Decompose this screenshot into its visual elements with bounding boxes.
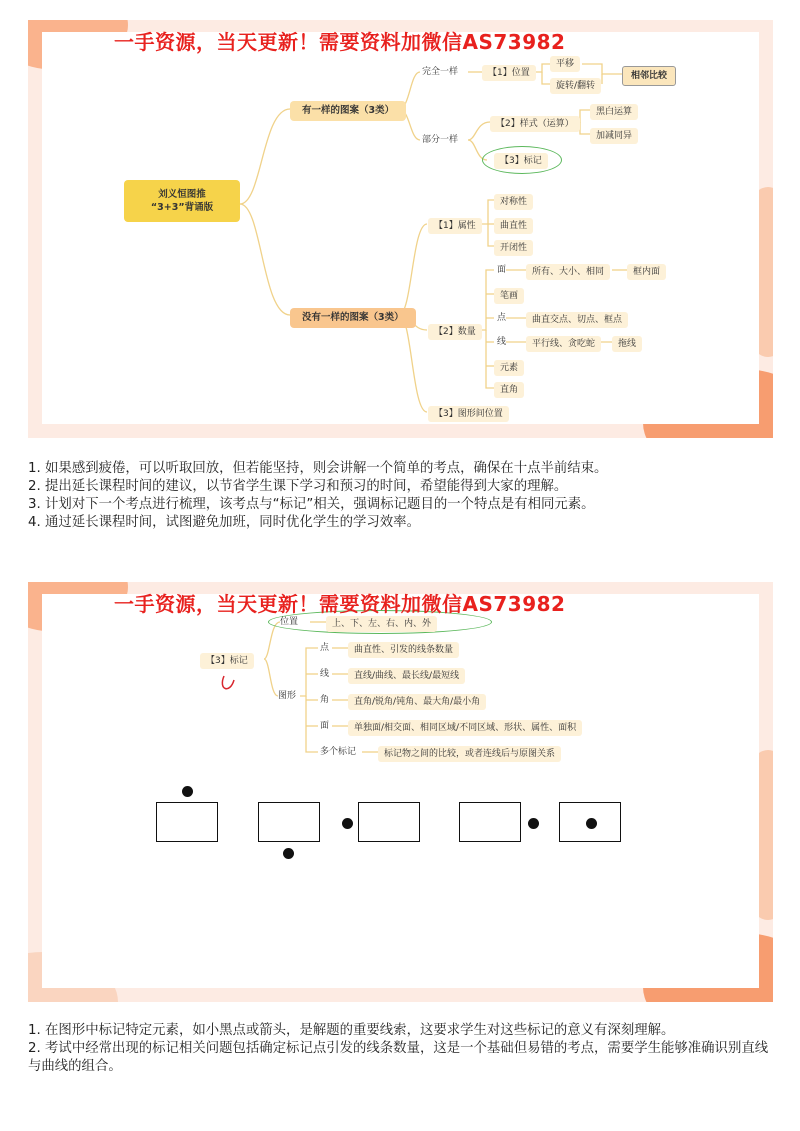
node-stroke: 笔画 [494,288,524,304]
note-line: 2. 提出延长课程时间的建议，以节省学生课下学习和预习的时间，希望能得到大家的理解。 [28,479,568,494]
slide-card [42,32,759,424]
node-open-close: 开闭性 [494,240,533,256]
note-line: 3. 计划对下一个考点进行梳理，该考点与“标记”相关，强调标记题目的一个特点是有相同元素。 [28,497,595,512]
mark-dot-top [182,786,193,797]
node-point-detail: 曲直交点、切点、框点 [526,312,628,328]
node-symmetry: 对称性 [494,194,533,210]
mark-dot-left [342,818,353,829]
node-multi-mark-detail: 标记物之间的比较，或者连线后与原图关系 [378,746,561,762]
mindmap-slide-1 [28,20,773,438]
note-line: 1. 在图形中标记特定元素，如小黑点或箭头，是解题的重要线索，这要求学生对这些标记的意义有深刻理解。 [28,1023,675,1038]
node-angle: 角 [320,695,330,705]
mark-dot-right [528,818,539,829]
node-attribute: 【1】属性 [428,218,482,234]
node-point: 点 [497,313,507,323]
node-face: 面 [497,265,507,275]
node-black-white: 黑白运算 [590,104,638,120]
watermark-text: 一手资源，当天更新！需要资料加微信AS73982 [114,30,566,54]
node-point: 点 [320,643,330,653]
node-multi-mark: 多个标记 [320,747,357,757]
mindmap-connectors [42,32,759,424]
node-point-detail: 曲直性、引发的线条数量 [348,642,459,658]
node-count: 【2】数量 [428,324,482,340]
example-rect-3 [358,802,420,842]
node-mark: 【3】标记 [494,153,548,169]
node-inner-face: 框内面 [627,264,666,280]
node-shape: 图形 [278,691,297,701]
node-adjacent-compare: 相邻比较 [622,66,676,86]
example-rect-2 [258,802,320,842]
node-line-detail: 直线/曲线、最长线/最短线 [348,668,465,684]
node-line-detail: 平行线、贪吃蛇 [526,336,601,352]
node-face-detail: 所有、大小、相同 [526,264,610,280]
node-partial-same: 部分一样 [422,135,459,145]
node-position-between: 【3】图形间位置 [428,406,509,422]
node-mark: 【3】标记 [200,653,254,669]
node-drag-line: 拖线 [612,336,642,352]
mindmap-slide-2 [28,582,773,1002]
node-position: 【1】位置 [482,65,536,81]
note-line: 2. 考试中经常出现的标记相关问题包括确定标记点引发的线条数量，这是一个基础但易错的考点，需要学生能够准确识别直线与曲线的组合。 [28,1041,769,1074]
note-line: 4. 通过延长课程时间，试图避免加班，同时优化学生的学习效率。 [28,515,420,530]
example-rect-4 [459,802,521,842]
root-line-2: “3+3”背诵版 [150,202,214,213]
node-element: 元素 [494,360,524,376]
node-face-detail: 单独面/相交面、相同区域/不同区域、形状、属性、面积 [348,720,582,736]
node-translate: 平移 [550,56,580,72]
node-position: 位置 [280,617,299,627]
node-line: 线 [320,669,330,679]
node-face: 面 [320,721,330,731]
root-line-1: 刘义恒图推 [158,189,206,200]
mindmap-root [124,180,240,222]
node-position-detail: 上、下、左、右、内、外 [326,616,437,632]
node-curve-straight: 曲直性 [494,218,533,234]
node-style-operation: 【2】样式（运算） [490,116,580,132]
node-add-sub: 加减同异 [590,128,638,144]
example-rect-1 [156,802,218,842]
slide-card [42,594,759,988]
node-angle-detail: 直角/锐角/钝角、最大角/最小角 [348,694,486,710]
notes-block-2 [28,1022,773,1076]
mark-dot-inside [586,818,597,829]
watermark-text: 一手资源，当天更新！需要资料加微信AS73982 [114,592,566,616]
mark-dot-bottom [283,848,294,859]
note-line: 1. 如果感到疲倦，可以听取回放，但若能坚持，则会讲解一个简单的考点，确保在十点半前结束。 [28,461,608,476]
node-full-same: 完全一样 [422,67,459,77]
branch-no-same-pattern: 没有一样的图案（3类） [290,308,416,328]
branch-same-pattern: 有一样的图案（3类） [290,101,406,121]
node-right-angle: 直角 [494,382,524,398]
notes-block-1 [28,460,773,532]
node-line: 线 [497,337,507,347]
node-rotate-flip: 旋转/翻转 [550,78,601,94]
